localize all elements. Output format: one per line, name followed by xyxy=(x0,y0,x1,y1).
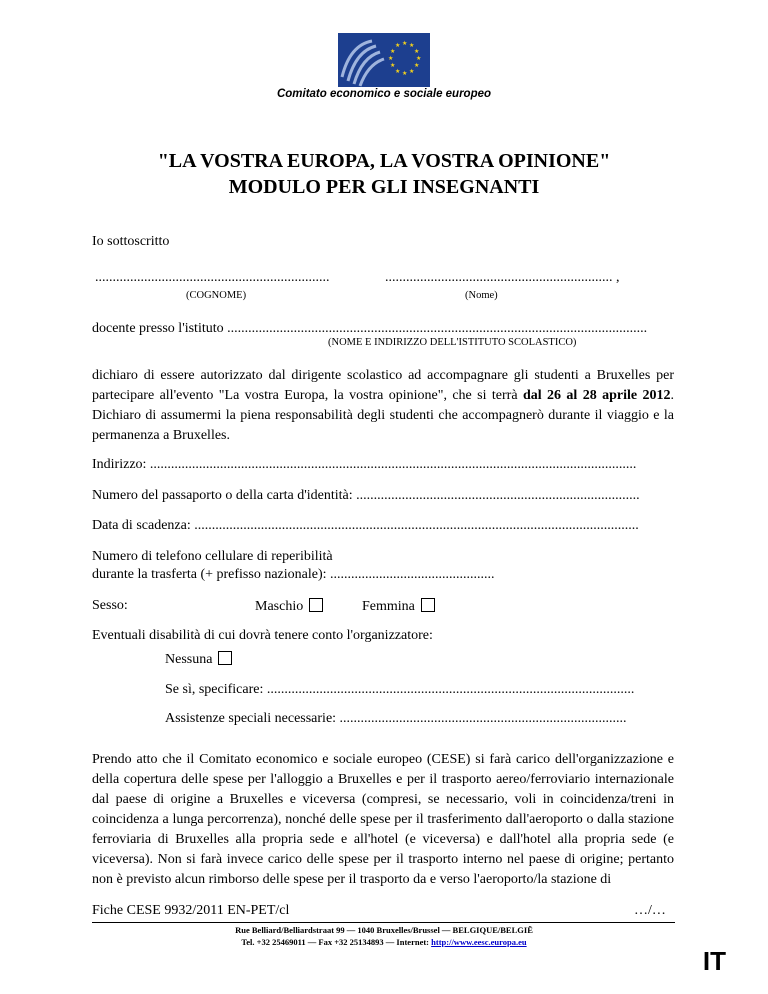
name-field[interactable]: ................................................................. , xyxy=(385,270,620,285)
closing-paragraph: Prendo atto che il Comitato economico e sociale europeo (CESE) si farà carico dell'organizzazione e della copertura delle spese per l'alloggio a Bruxelles e per il trasporto aereo/ferroviario internazionale dal paese di origine a Bruxelles e viceversa (compresi, se necessario, voli in coincidenza/treni in coincidenza a lunga percorrenza), nonché delle spese per il trasferimento dall'aeroporto o dalla stazione ferroviaria di Bruxelles alla propria sede e all'hotel (e viceversa) e dall'hotel alla propria sede (e viceversa). Non si farà invece carico delle spese per il trasporto interno nel paese di origine; pertanto non è previsto alcun rimborso delle spese per il trasporto da e verso l'aeroporto/la stazione di xyxy=(92,752,674,887)
svg-text:★: ★ xyxy=(388,55,394,62)
name-label: (Nome) xyxy=(465,290,498,301)
none-option[interactable] xyxy=(165,651,232,668)
male-checkbox[interactable] xyxy=(309,598,323,612)
declaration-end: . xyxy=(670,388,675,403)
footer-address: Rue Belliard/Belliardstraat 99 — 1040 Bruxelles/Brussel — BELGIQUE/BELGIË xyxy=(235,925,533,935)
female-option[interactable] xyxy=(362,598,435,615)
svg-text:★: ★ xyxy=(395,68,401,75)
svg-text:★: ★ xyxy=(402,40,408,47)
svg-text:★: ★ xyxy=(414,48,420,55)
form-subtitle: MODULO PER GLI INSEGNANTI xyxy=(228,176,540,198)
surname-label: (COGNOME) xyxy=(186,290,247,301)
undersigned-label: Io sottoscritto xyxy=(92,234,170,249)
svg-text:★: ★ xyxy=(390,62,396,69)
assistance-field[interactable]: Assistenze speciali necessarie: .................................................................................. xyxy=(165,711,627,726)
svg-text:★: ★ xyxy=(395,42,401,49)
female-checkbox[interactable] xyxy=(421,598,435,612)
declaration-text: dichiaro di essere autorizzato dal dirigente scolastico ad accompagnare gli studenti a Bruxelles per partecipare all'evento "La vostra Europa, la vostra opinione", che si terrà xyxy=(92,368,674,403)
form-title: "LA VOSTRA EUROPA, LA VOSTRA OPINIONE" xyxy=(157,150,611,172)
sex-label: Sesso: xyxy=(92,598,128,613)
disability-question: Eventuali disabilità di cui dovrà tenere conto l'organizzatore: xyxy=(92,628,433,643)
svg-text:★: ★ xyxy=(402,70,408,77)
organization-name: Comitato economico e sociale europeo xyxy=(276,88,492,100)
svg-text:★: ★ xyxy=(409,68,415,75)
declaration-paragraph xyxy=(92,366,674,446)
language-code: IT xyxy=(702,946,726,976)
continued-marker: …/… xyxy=(634,903,666,918)
document-reference: Fiche CESE 9932/2011 EN-PET/cl xyxy=(92,903,290,918)
male-label: Maschio xyxy=(255,599,304,614)
expiry-field[interactable]: Data di scadenza: ............................................................................................................................... xyxy=(92,518,639,533)
website-link[interactable]: http://www.eesc.europa.eu xyxy=(431,937,527,947)
footer-contact xyxy=(0,937,768,947)
eesc-logo xyxy=(338,33,430,87)
passport-field[interactable]: Numero del passaporto o della carta d'identità: ................................................................................. xyxy=(92,488,640,503)
address-field[interactable]: Indirizzo: ........................................................................................................................................... xyxy=(92,457,637,472)
svg-text:★: ★ xyxy=(416,55,422,62)
responsibility-text: Dichiaro di assumermi la piena responsabilità degli studenti che accompagnerò durante il viaggio e la permanenza a Bruxelles. xyxy=(92,408,674,443)
phone-label: Numero di telefono cellulare di reperibilità xyxy=(92,549,333,564)
none-label: Nessuna xyxy=(165,652,213,667)
specify-field[interactable]: Se sì, specificare: ......................................................................................................... xyxy=(165,682,635,697)
svg-text:★: ★ xyxy=(414,62,420,69)
female-label: Femmina xyxy=(362,599,415,614)
none-checkbox[interactable] xyxy=(218,651,232,665)
phone-field[interactable]: durante la trasferta (+ prefisso nazionale): ............................................... xyxy=(92,567,495,582)
footer-contact-text: Tel. +32 25469011 — Fax +32 25134893 — Internet: xyxy=(241,937,432,947)
event-dates: dal 26 al 28 aprile 2012 xyxy=(522,388,671,403)
footer-divider xyxy=(92,922,675,923)
svg-text:★: ★ xyxy=(409,42,415,49)
surname-field[interactable]: ................................................................... xyxy=(95,270,330,285)
school-label: (NOME E INDIRIZZO DELL'ISTITUTO SCOLASTICO) xyxy=(328,337,577,348)
school-field[interactable]: docente presso l'istituto ........................................................................................................................ xyxy=(92,321,648,336)
male-option[interactable] xyxy=(255,598,323,615)
svg-text:★: ★ xyxy=(390,48,396,55)
